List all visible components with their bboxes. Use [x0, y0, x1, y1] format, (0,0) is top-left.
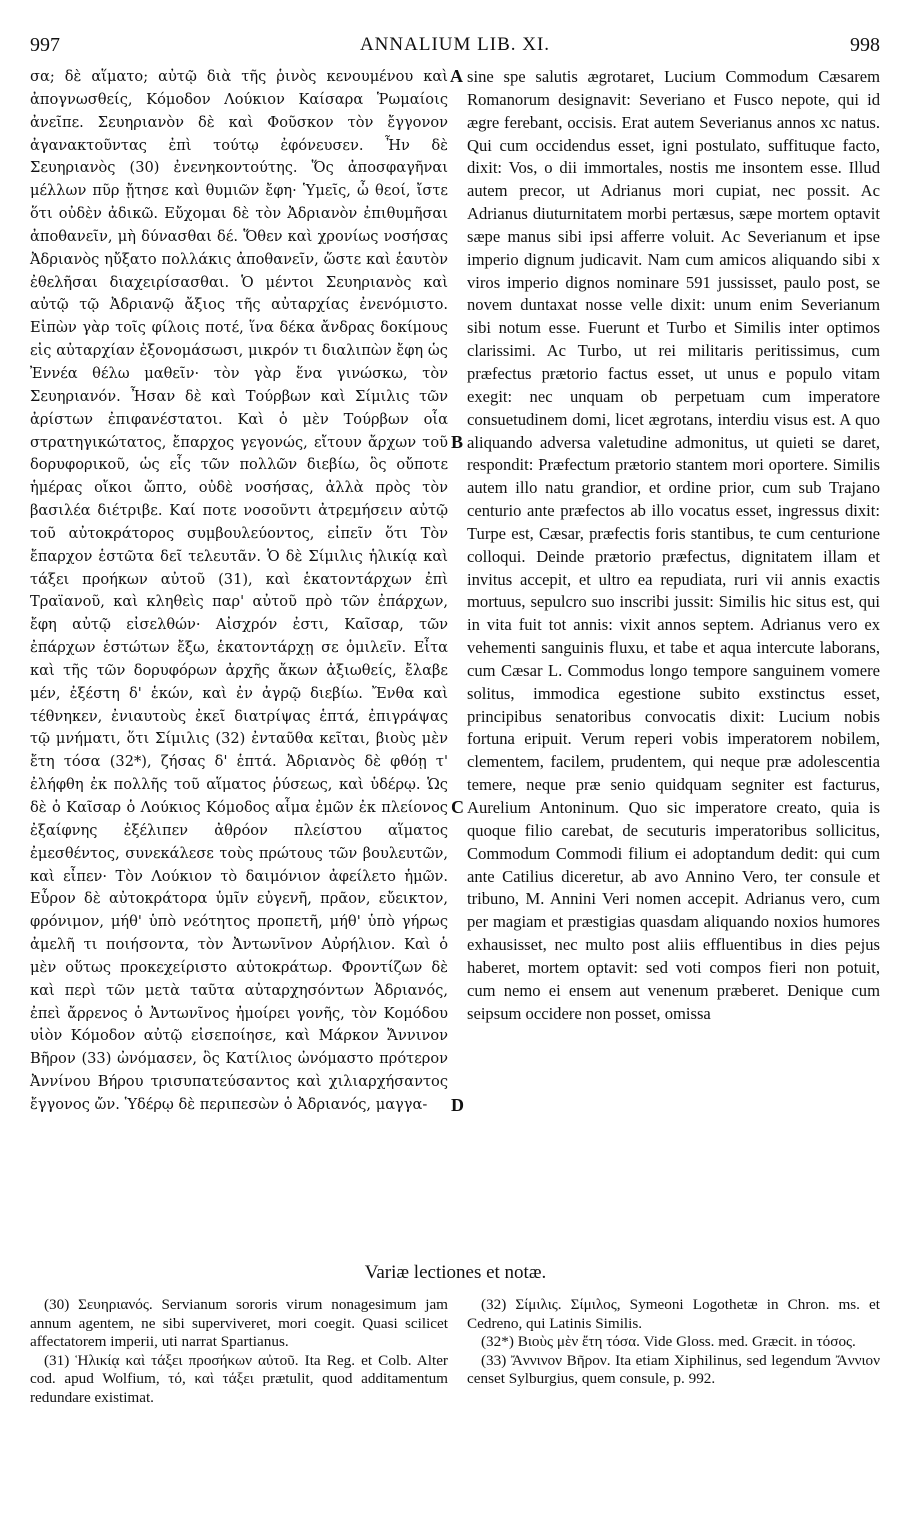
- note-31: (31) Ἡλικίᾳ καὶ τάξει προσήκων αὐτοῦ. Ita Reg. et Colb. Alter cod. apud Wolfium, τό, καὶ τάξει prætulit, quod additamentum redundare existimat.: [30, 1351, 448, 1406]
- note-32: (32) Σίμιλις. Σίμιλος, Symeoni Logothetæ in Chron. ms. et Cedreno, qui Latinis Similis.: [467, 1296, 880, 1332]
- running-title: ANNALIUM LIB. XI.: [359, 34, 551, 55]
- greek-column: [30, 66, 448, 1117]
- margin-letter-b: B: [451, 432, 464, 452]
- margin-letter-d: D: [451, 1095, 464, 1115]
- notes-left-column: [30, 1296, 448, 1408]
- note-32-star: (32*) Βιοὺς μὲν ἔτη τόσα. Vide Gloss. med. Græcit. in τόσος.: [481, 1333, 856, 1351]
- margin-letter-c: C: [451, 797, 464, 817]
- latin-text: sine spe salutis ægrotaret, Lucium Commodum Cæsarem Romanorum designavit: Severiano et Fusco nepote, qui id ægre ferebant, occisis. Erat autem Severianus annos xc natus. Qui cum occidendus esset, igni postulato, suffituque facto, dixit: Vos, o dii immortales, nostis me insontem esse. Illud autem precor, ut Adrianus mori cupiat, nec possit. Ac Adrianus diuturnitatem morbi pertæsus, sæpe mortem optavit sæpe manus sibi ipsi afferre voluit. Ac Severianum et ipse imperio dignum judicavit. Nam cum amicos aliquando sibi x viros imperio dignos nominare 591 jussisset, paulo post, se novem duntaxat nosse velle dixit: unum enim Severianum sibi notum esse. Fuerunt et Turbo et Similis inter optimos clarissimi. Ac Turbo, ut rei militaris peritissimus, cum præfectus prætorio factus esset, ut unus e populo vitam exegit: nec unquam ob perpetuam cum imperatore consuetudinem domi, licet ægrotans, interdiu visus est. A quo aliquando adversa valetudine admonitus, ut quieti se daret, respondit: Præfectum prætorio stantem mori oportere. Similis autem illo natu grandior, et ordine prior, cum sub Trajano centurio ante præfectos ab illo vocatus esset, ingressus dixit: Turpe est, Cæsar, præfectis foris stantibus, te cum centurione colloqui. Deinde prætorio præfectus, dignitatem illam et invitus accepit, et ultro ea repudiata, ruri vii annis exactis mortuus, sepulcro suo inscribi jussit: Similis hic situs est, qui in vita fuit tot annis: vixit annos septem. Adrianus vero ex vehementi sanguinis fluxu, et tabe et aqua intercute laborans, cum Cæsar L. Commodus longo tempore sanguinem vomere solitus, immodica egestione subito exstinctus esset, principibus senatoribus convocatis dixit: Lucium nobis fortuna eripuit. Verum reperi vobis imperatorem nobilem, clementem, facilem, prudentem, qui neque præ adolescentia temere, neque præ senio quidquam segniter est facturus, Aurelium Antoninum. Quo sic imperatore creato, quia is quoque filio carebat, de secuturis imperatoribus sollicitus, Commodum Commodi filium ei adoptandum dedit: qui cum ante Catilius diceretur, ab avo Annino Vero, ter consule et tribuno, M. Annini Veri nomen accepit. Adrianus vero, cum per magiam et præstigias quasdam aliquando noxios humores exhausisset, nec multo post aliis effluentibus in dies pejus haberet, mortem optavit: sed voti compos fieri non potuit, cum nemo ei ensem aut venenum præberet. Denique cum seipsum occidere non posset, omissa: [467, 67, 880, 1023]
- page-number-right: 998: [850, 34, 880, 56]
- notes-right-column: [467, 1296, 880, 1389]
- margin-letter-a: A: [450, 66, 463, 86]
- latin-column: [467, 66, 880, 1025]
- page-header: [30, 34, 880, 60]
- greek-text: σα; δὲ αἵματο; αὐτῷ διὰ τῆς ῥινὸς κενουμένου καὶ ἀπογνωσθείς, Κόμοδον Λούκιον Καίσαρα Ῥωμαίοις ἀνεῖπε. Σευηριανὸν δὲ καὶ Φοῦσκον τὸν ἔγγονον ἀγανακτοῦντας ἐπὶ τούτῳ ἐφόνευσεν. Ἦν δὲ Σευηριανὸς (30) ἐνενηκοντούτης. Ὅς ἀποσφαγῆναι μέλλων πῦρ ᾔτησε καὶ θυμιῶν ἔφη· Ὑμεῖς, ὦ θεοί, ἴστε ὅτι οὐδὲν ἀδικῶ. Εὔχομαι δὲ τὸν Ἀδριανὸν ἐπιθυμῆσαι ἀποθανεῖν, μὴ δύνασθαι δέ. Ὅθεν καὶ χρονίως νοσήσας Ἀδριανὸς ηὔξατο πολλάκις ἀποθανεῖν, ὥστε καὶ ἑαυτὸν ἐθελῆσαι διαχειρίσασθαι. Ὁ μέντοι Σευηριανὸς καὶ αὐτῷ τῷ Ἀδριανῷ ἄξιος τῆς αὐταρχίας ἐνενόμιστο. Εἰπὼν γὰρ τοῖς φίλοις ποτέ, ἵνα δέκα ἄνδρας δοκίμους εἰς αὐταρχίαν ἐξονομάσωσι, μικρόν τι διαλιπὼν ἔφη ὡς Ἐννέα θέλω μαθεῖν· τὸν γὰρ ἕνα γινώσκω, τὸν Σευηριανόν. Ἦσαν δὲ καὶ Τούρβων καὶ Σίμιλις τῶν ἀρίστων ἐπιφανέστατοι. Καὶ ὁ μὲν Τούρβων οἷα στρατηγικώτατος, ἔπαρχος γεγονώς, εἴτουν ἄρχων τοῦ δορυφορικοῦ, ὡς εἷς τῶν πολλῶν διεβίω, ὃς οὔποτε ἡμέρας οἴκοι ὤπτο, οὐδὲ νοσήσας, ἀλλὰ πρὸς τὸν βασιλέα διέτριβε. Καί ποτε νοσοῦντι ἀτρεμήσειν αὐτῷ τοῦ αὐτοκράτορος συμβουλεύοντος, εἰπεῖν ὅτι Τὸν ἔπαρχον ἑστῶτα δεῖ τελευτᾶν. Ὁ δὲ Σίμιλις ἡλικίᾳ καὶ τάξει προήκων αὐτοῦ (31), καὶ ἑκατοντάρχων ἐπὶ Τραϊανοῦ, καὶ κληθεὶς παρ' αὐτοῦ πρὸ τῶν ἐπάρχων, ἔφη αὐτῷ εἰσελθών· Αἰσχρόν ἐστι, Καῖσαρ, τῶν ἐπάρχων ἑστώτων ἔξω, ἑκατοντάρχῃ σε ὁμιλεῖν. Εἶτα καὶ τῆς τῶν δορυφόρων ἀρχῆς ἄκων ἀξιωθείς, ἔλαβε μέν, ἐξέστη δ' ἑκών, καὶ ἐν ἀγρῷ διεβίω. Ἔνθα καὶ τέθνηκεν, ἐνιαυτοὺς ἐκεῖ διατρίψας ἑπτά, ἐπιγράψας τῷ μνήματι, ὅτι Σίμιλις (32) ἐνταῦθα κεῖται, βιοὺς μὲν ἔτη τόσα (32*), ζήσας δ' ἑπτά. Ἀδριανὸς δὲ φθόῃ τ' ἐλήφθη ἐκ πολλῆς τοῦ αἵματος ῥύσεως, καὶ ὑδέρῳ. Ὡς δὲ ὁ Καῖσαρ ὁ Λούκιος Κόμοδος αἷμα ἐμῶν ἐκ πλείονος ἐξαίφνης ἐξέλιπεν ἀθρόον πλείστου αἵματος ἐμεσθέντος, συνεκάλεσε τοὺς πρώτους τῶν βουλευτῶν, καὶ εἶπεν· Τὸν Λούκιον τὸ δαιμόνιον ἀφείλετο ἡμῶν. Εὗρον δὲ αὐτοκράτορα ὑμῖν εὐγενῆ, πρᾶον, εὔεικτον, φρόνιμον, μήθ' ὑπὸ νεότητος προπετῆ, μήθ' ὑπὸ γήρως ἀμελῆ τι ποιήσοντα, τὸν Ἀντωνῖνον Αὐρήλιον. Καὶ ὁ μὲν οὕτως προκεχείριστο αὐτοκράτωρ. Φροντίζων δὲ καὶ περὶ τῶν μετὰ ταῦτα αὐταρχησόντων Ἀδριανός, ἐπεὶ ἄρρενος ὁ Ἀντωνῖνος ἠμοίρει γονῆς, τὸν Κομόδου υἱὸν Κόμοδον αὐτῷ εἰσεποίησε, καὶ Μάρκον Ἄννινον Βῆρον (33) ὠνόμασεν, ὃς Κατίλιος ὠνόμαστο πρότερον Ἀννίνου Βήρου τρισυπατεύσαντος καὶ χιλιαρχήσαντος ἔγγονος ὤν. Ὑδέρῳ δὲ περιπεσὼν ὁ Ἀδριανός, μαγγα-: [30, 68, 448, 1113]
- notes-title: Variæ lectiones et notæ.: [364, 1262, 547, 1283]
- note-30: (30) Σευηριανός. Servianum sororis virum nonagesimum jam annum agentem, ne sibi superviveret, mori coegit. Quasi scilicet affectatorem imperii, uti narrat Spartianus.: [30, 1296, 448, 1351]
- note-33: (33) Ἄννινον Βῆρον. Ita etiam Xiphilinus, sed legendum Ἄννιον censet Sylburgius, quem consule, p. 992.: [467, 1351, 880, 1388]
- page-number-left: 997: [30, 34, 60, 56]
